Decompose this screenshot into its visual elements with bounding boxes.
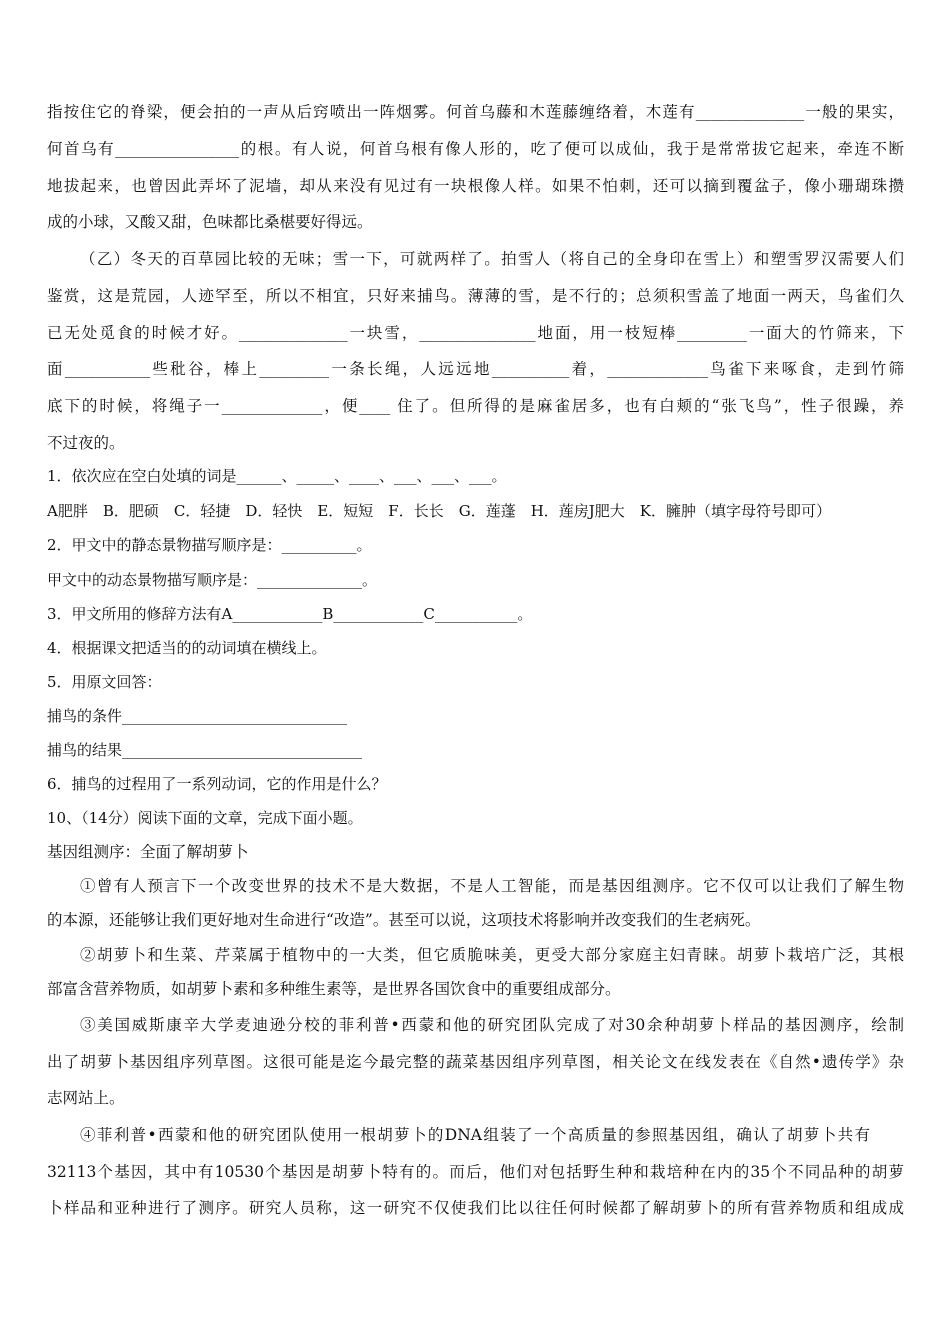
question-5b: 捕鸟的结果________________________________ <box>47 741 363 759</box>
paragraph-line: 鉴赏，这是荒园，人迹罕至，所以不相宜，只好来捕鸟。薄薄的雪，是不行的；总须积雪盖了地面一两天，鸟雀们久 <box>47 287 904 305</box>
article-line: 部富含营养物质，如胡萝卜素和多种维生素等，是世界各国饮食中的重要组成部分。 <box>47 980 621 998</box>
article-line: 出了胡萝卜基因组序列草图。这很可能是迄今最完整的蔬菜基因组序列草图，相关论文在线发表在《自然•遗传学》杂 <box>47 1053 904 1071</box>
paragraph-line: 指按住它的脊梁，便会拍的一声从后窍喷出一阵烟雾。何首乌藤和木莲藤缠络着，木莲有______________一般的果实， <box>47 103 904 121</box>
article-title: 基因组测序：全面了解胡萝卜 <box>47 843 249 861</box>
article-line: ④菲利普•西蒙和他的研究团队使用一根胡萝卜的DNA组装了一个高质量的参照基因组，确认了胡萝卜共有 <box>80 1126 870 1144</box>
article-line: ②胡萝卜和生菜、芹菜属于植物中的一大类，但它质脆味美，更受大部分家庭主妇青睐。胡萝卜栽培广泛，其根 <box>80 946 904 964</box>
paragraph-line: 成的小球，又酸又甜，色味都比桑椹要好得远。 <box>47 213 373 231</box>
paragraph-line: 底下的时候，将绳子一_____________，便____ 住了。但所得的是麻雀居多，也有白颊的“张飞鸟”，性子很躁，养 <box>47 397 904 415</box>
question-2: 2．甲文中的静态景物描写顺序是：__________。 <box>47 536 372 554</box>
paragraph-line: 面___________些秕谷，棒上_________一条长绳，人远远地__________着，_____________鸟雀下来啄食，走到竹筛 <box>47 360 904 378</box>
article-line: ①曾有人预言下一个改变世界的技术不是大数据，不是人工智能，而是基因组测序。它不仅可以让我们了解生物 <box>80 877 904 895</box>
question-6: 6．捕鸟的过程用了一系列动词，它的作用是什么？ <box>47 775 387 793</box>
question-1: 1．依次应在空白处填的词是______、_____、____、___、___、___。 <box>47 467 507 485</box>
article-line: 志网站上。 <box>47 1089 125 1107</box>
paragraph-line: 地拔起来，也曾因此弄坏了泥墙，却从来没有见过有一块根像人样。如果不怕刺，还可以摘到覆盆子，像小珊瑚珠攒 <box>47 177 904 195</box>
article-line: 32113个基因，其中有10530个基因是胡萝卜特有的。而后，他们对包括野生种和栽培种在内的35个不同品种的胡萝 <box>47 1163 904 1181</box>
paragraph-line: （乙）冬天的百草园比较的无味；雪一下，可就两样了。拍雪人（将自己的全身印在雪上）和塑雪罗汉需要人们 <box>80 250 904 268</box>
question-3: 3．甲文所用的修辞方法有A____________B____________C___________。 <box>47 605 533 623</box>
article-line: ③美国威斯康辛大学麦迪逊分校的菲利普•西蒙和他的研究团队完成了对30余种胡萝卜样品的基因测序，绘制 <box>80 1016 904 1034</box>
paragraph-line: 已无处觅食的时候才好。______________一块雪，_______________地面，用一枝短棒_________一面大的竹筛来，下 <box>47 324 904 342</box>
question-10-heading: 10、（14分）阅读下面的文章，完成下面小题。 <box>47 809 363 827</box>
article-line: 卜样品和亚种进行了测序。研究人员称，这一研究不仅使我们比以往任何时候都了解胡萝卜的所有营养物质和组成成 <box>47 1199 904 1217</box>
question-1-options: A肥胖 B．肥硕 C．轻捷 D．轻快 E．短短 F．长长 G．莲蓬 H．莲房J肥大 K．臃肿（填字母符号即可） <box>47 502 832 520</box>
question-5: 5．用原文回答： <box>47 673 162 691</box>
question-4: 4．根据课文把适当的的动词填在横线上。 <box>47 639 327 657</box>
paragraph-line: 何首乌有________________的根。有人说，何首乌根有像人形的，吃了便可以成仙，我于是常常拔它起来，牵连不断 <box>47 140 904 158</box>
paragraph-line: 不过夜的。 <box>47 434 125 452</box>
question-2b: 甲文中的动态景物描写顺序是：______________。 <box>47 571 378 589</box>
article-line: 的本源，还能够让我们更好地对生命进行“改造”。甚至可以说，这项技术将影响并改变我们的生老病死。 <box>47 911 761 929</box>
question-5a: 捕鸟的条件______________________________ <box>47 707 348 725</box>
